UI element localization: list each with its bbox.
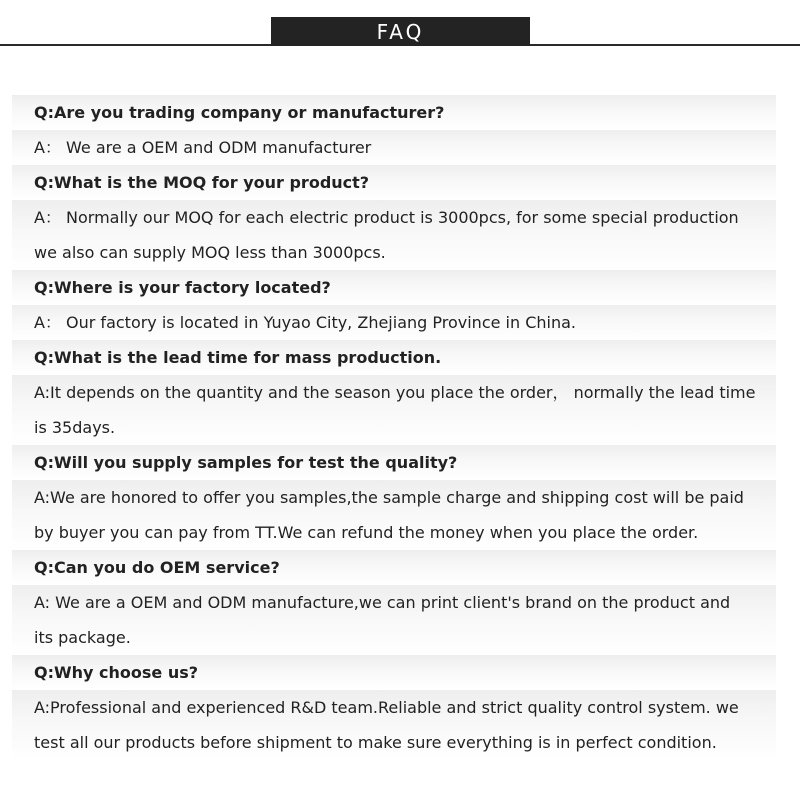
faq-answer-line: is 35days. — [34, 418, 116, 437]
faq-answer-line: A:We are honored to offer you samples,the sample charge and shipping cost will be paid — [34, 488, 744, 507]
faq-question: Q:What is the MOQ for your product? — [12, 165, 776, 200]
faq-answer — [12, 305, 776, 340]
faq-title-tab — [271, 17, 530, 46]
faq-answer-line: its package. — [34, 628, 131, 647]
faq-answer-line: A:It depends on the quantity and the season you place the order， normally the lead time — [34, 383, 756, 402]
faq-answer — [12, 480, 776, 550]
faq-answer-line: by buyer you can pay from TT.We can refund the money when you place the order. — [34, 523, 699, 542]
faq-answer-line: A:Professional and experienced R&D team.Reliable and strict quality control system. we — [34, 698, 739, 717]
faq-answer — [12, 375, 776, 445]
faq-answer-line: A： Our factory is located in Yuyao City, Zhejiang Province in China. — [34, 313, 576, 332]
faq-answer-line: test all our products before shipment to make sure everything is in perfect condition. — [34, 733, 717, 752]
faq-question: Q:Why choose us? — [12, 655, 776, 690]
faq-list — [12, 95, 776, 760]
faq-answer — [12, 585, 776, 655]
page-title: FAQ — [376, 20, 425, 44]
faq-answer-line: we also can supply MOQ less than 3000pcs. — [34, 243, 386, 262]
faq-answer-line: A： We are a OEM and ODM manufacturer — [34, 138, 372, 157]
faq-question: Q:Will you supply samples for test the quality? — [12, 445, 776, 480]
faq-answer-line: A: We are a OEM and ODM manufacture,we can print client's brand on the product and — [34, 593, 731, 612]
faq-question: Q:Are you trading company or manufacturer? — [12, 95, 776, 130]
faq-answer — [12, 130, 776, 165]
faq-answer — [12, 200, 776, 270]
faq-answer — [12, 690, 776, 760]
faq-answer-line: A： Normally our MOQ for each electric product is 3000pcs, for some special production — [34, 208, 739, 227]
faq-question: Q:Can you do OEM service? — [12, 550, 776, 585]
faq-question: Q:What is the lead time for mass production. — [12, 340, 776, 375]
faq-question: Q:Where is your factory located? — [12, 270, 776, 305]
